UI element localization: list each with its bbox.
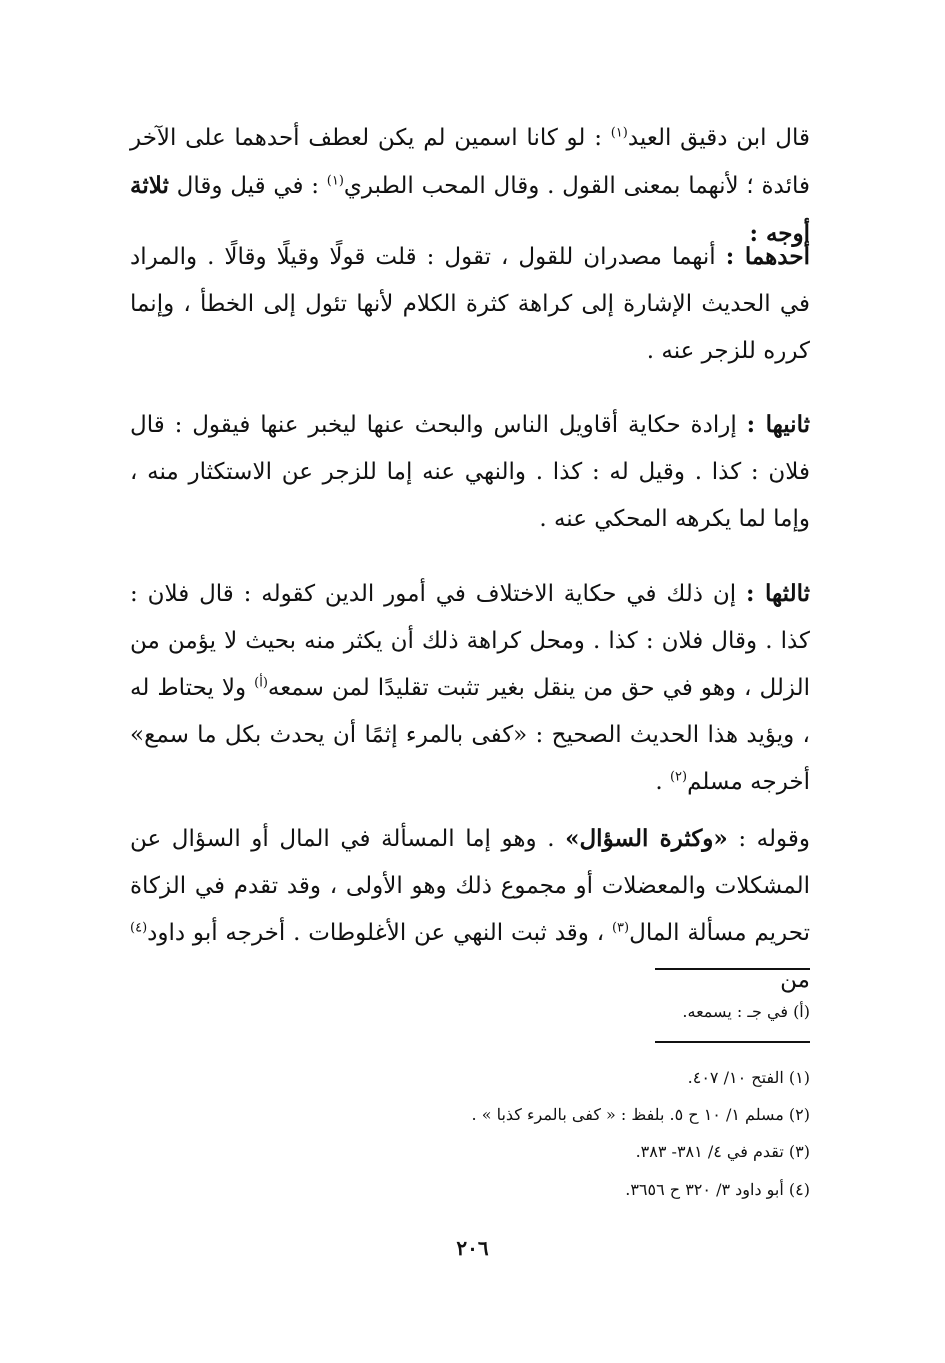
text-run: : لو كانا اسمين لم يكن لعطف أحدهما على الآخر فائدة ؛ لأنهما بمعنى القول . وقال المحب الطبري xyxy=(130,125,810,199)
bold-phrase: ثلاثة أوجه : xyxy=(130,172,810,247)
footnote-ref: (١) xyxy=(326,173,344,189)
text-run: إن ذلك في حكاية الاختلاف في أمور الدين كقوله : قال فلان : كذا . وقال فلان : كذا . ومحل كراهة ذلك أن يكثر منه بحيث لا يؤمن من الزلل ، وهو في حق من ينقل بغير تثبت تقليدًا لمن سمعه xyxy=(130,581,810,701)
footnote-1: (١) الفتح ١٠/ ٤٠٧. xyxy=(687,1068,810,1087)
text-divider xyxy=(655,968,810,970)
text-run: . وهو إما المسألة في المال أو السؤال عن المشكلات والمعضلات أو مجموع ذلك وهو الأولى ، وقد تقدم في الزكاة تحريم مسألة المال xyxy=(130,826,810,946)
footnote-2: (٢) مسلم ١/ ١٠ ح ٥. بلفظ : « كفى بالمرء كذبا » . xyxy=(471,1105,810,1124)
footnote-ref: (٣) xyxy=(611,920,630,936)
paragraph-lead: ثالثها : xyxy=(745,580,810,607)
text-run: ، وقد ثبت النهي عن الأغلوطات . أخرجه أبو داود xyxy=(147,920,612,946)
paragraph-lead: أحدهما : xyxy=(725,243,810,270)
paragraph-5 xyxy=(130,815,810,1004)
page-number: ٢٠٦ xyxy=(456,1236,489,1260)
paragraph-3 xyxy=(130,401,810,543)
variant-note: (أ) في جـ : يسمعه. xyxy=(682,1002,810,1021)
text-run: أنهما مصدران للقول ، تقول : قلت قولًا وقيلًا وقالًا . والمراد في الحديث الإشارة إلى كراهة كثرة الكلام لأنها تئول إلى الخطأ ، وإنما كرره للزجر عنه . xyxy=(130,244,810,364)
text-run: إرادة حكاية أقاويل الناس والبحث عنها ليخبر عنها فيقول : قال فلان : كذا . وقيل له : كذا . والنهي عنه إما للزجر عن الاستكثار منه ، وإما لما يكرهه المحكي عنه . xyxy=(130,412,810,532)
footnote-4: (٤) أبو داود ٣/ ٣٢٠ ح ٣٦٥٦. xyxy=(625,1180,810,1199)
text-run: من xyxy=(780,967,810,993)
footnote-ref: (١) xyxy=(610,125,628,141)
footnote-divider xyxy=(655,1041,810,1043)
text-run: قال ابن دقيق العيد xyxy=(627,125,810,151)
bold-phrase: «وكثرة السؤال» xyxy=(565,825,728,852)
footnote-3: (٣) تقدم في ٤/ ٣٨١- ٣٨٣. xyxy=(635,1142,810,1161)
text-run: : في قيل وقال xyxy=(168,173,327,199)
text-run: وقوله : xyxy=(727,826,810,852)
variant-ref: (أ) xyxy=(254,675,268,691)
footnote-ref: (٢) xyxy=(669,769,688,785)
text-run: ولا يحتاط له ، ويؤيد هذا الحديث الصحيح : «كفى بالمرء إثمًا أن يحدث بكل ما سمع» أخرجه مسلم xyxy=(130,675,810,795)
footnote-ref: (٤) xyxy=(130,920,148,936)
paragraph-2 xyxy=(130,233,810,375)
text-run: . xyxy=(655,769,670,795)
paragraph-4 xyxy=(130,570,810,806)
paragraph-lead: ثانيها : xyxy=(746,411,810,438)
